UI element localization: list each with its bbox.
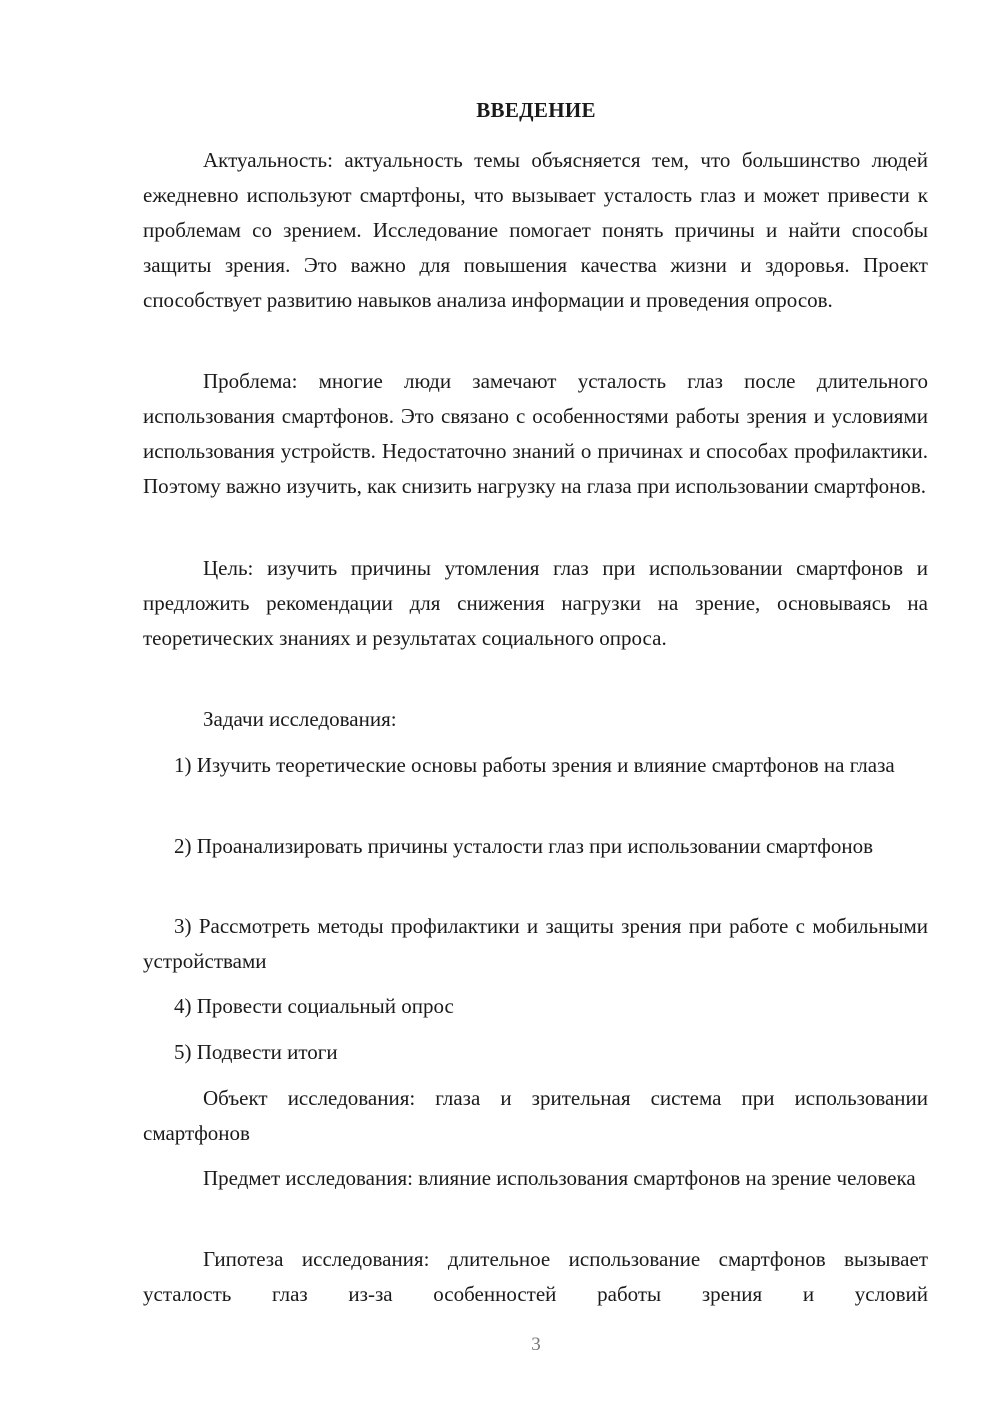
task-item-4: 4) Провести социальный опрос [174, 994, 454, 1018]
subject-paragraph: Предмет исследования: влияние использования смартфонов на зрение человека [203, 1166, 916, 1190]
tasks-heading: Задачи исследования: [203, 707, 397, 731]
task-item-1: 1) Изучить теоретические основы работы зрения и влияние смартфонов на глаза [174, 753, 895, 777]
task-item-2: 2) Проанализировать причины усталости глаз при использовании смартфонов [174, 834, 874, 858]
hypothesis-paragraph: Гипотеза исследования: длительное использование смартфонов вызывает усталость глаз из-за особенностей работы зрения и условий [143, 1247, 928, 1306]
section-title: ВВЕДЕНИЕ [476, 98, 596, 122]
goal-paragraph: Цель: изучить причины утомления глаз при использовании смартфонов и предложить рекомендации для снижения нагрузки на зрение, основываясь на теоретических знаниях и результатах социального опроса. [143, 556, 928, 650]
relevance-paragraph: Актуальность: актуальность темы объясняется тем, что большинство людей ежедневно используют смартфоны, что вызывает усталость глаз и может привести к проблемам со зрением. Исследование помогает понять причины и найти способы защиты зрения. Это важно для повышения качества жизни и здоровья. Проект способствует развитию навыков анализа информации и проведения опросов. [143, 148, 928, 312]
problem-paragraph: Проблема: многие люди замечают усталость глаз после длительного использования смартфонов. Это связано с особенностями работы зрения и условиями использования устройств. Недостаточно знаний о причинах и способах профилактики. Поэтому важно изучить, как снизить нагрузку на глаза при использовании смартфонов. [143, 369, 928, 498]
page-number: 3 [531, 1334, 541, 1355]
task-item-5: 5) Подвести итоги [174, 1040, 338, 1064]
object-paragraph: Объект исследования: глаза и зрительная система при использовании смартфонов [143, 1086, 928, 1145]
task-item-3: 3) Рассмотреть методы профилактики и защиты зрения при работе с мобильными устройствами [143, 914, 928, 973]
